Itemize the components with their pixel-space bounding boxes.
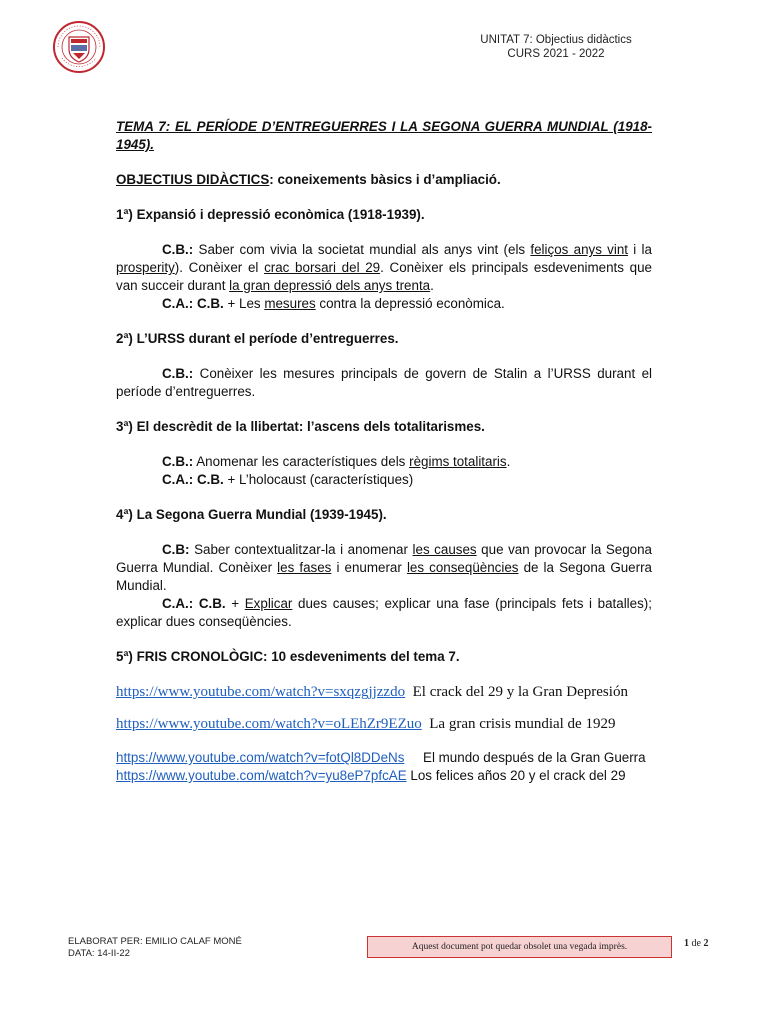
text: Saber com vivia la societat mundial als anys vint (els (193, 242, 531, 257)
section-4-cb (116, 541, 652, 595)
text: . (430, 278, 434, 293)
page-number (684, 938, 708, 949)
key-term: feliços anys vint (530, 242, 629, 257)
video-link[interactable]: https://www.youtube.com/watch?v=oLEhZr9EZuo (116, 716, 422, 732)
text: que van provocar la Segona Guerra Mundial. Conèixer (116, 542, 653, 575)
text: i la (628, 242, 652, 257)
author: ELABORAT PER: EMILIO CALAF MONÉ (68, 936, 242, 947)
key-term: mesures (264, 296, 316, 311)
objectives-label: OBJECTIUS DIDÀCTICS (116, 172, 270, 187)
video-link-row (116, 683, 652, 701)
text: contra la depressió econòmica. (315, 296, 505, 311)
video-link[interactable]: https://www.youtube.com/watch?v=yu8eP7pfcAE (116, 768, 407, 783)
text: Anomenar les característiques dels (193, 454, 410, 469)
text: dues causes; explicar una fase (principals fets i batalles); explicar dues conseqüències. (116, 596, 652, 629)
footer-author-block (68, 936, 242, 960)
video-link-row (116, 767, 652, 785)
section-2-cb (116, 365, 652, 401)
section-3-heading: 3ª) El descrèdit de la llibertat: l’ascens dels totalitarismes. (116, 419, 485, 434)
key-term: les fases (277, 560, 332, 575)
video-link-row (116, 749, 652, 767)
key-term: les causes (412, 542, 477, 557)
text: . Conèixer els principals esdeveniments que van succeir durant (116, 260, 652, 293)
section-1-heading: 1ª) Expansió i depressió econòmica (1918-1939). (116, 207, 425, 222)
video-link[interactable]: https://www.youtube.com/watch?v=fotQl8DDeNs (116, 750, 405, 765)
text: + (225, 596, 245, 611)
text: . (506, 454, 511, 469)
key-term: crac borsari del 29 (264, 260, 381, 275)
section-1-cb (116, 241, 652, 295)
cb-label: C.B.: (162, 366, 194, 381)
section-1-ca (116, 295, 652, 313)
cb-label: C.B.: (162, 454, 194, 469)
document-body (116, 118, 652, 785)
text: i enumerar (331, 560, 407, 575)
course-year: CURS 2021 - 2022 (507, 48, 605, 60)
ca-label: C.A.: C.B. (162, 296, 224, 311)
section-2-heading: 2ª) L’URSS durant el període d’entreguerres. (116, 331, 399, 346)
cb-label: C.B.: (162, 242, 194, 257)
ca-label: C.A.: C.B. (162, 596, 226, 611)
date: DATA: 14-II-22 (68, 948, 130, 959)
page-current: 1 (684, 938, 689, 949)
cb-label: C.B: (162, 542, 190, 557)
video-link-row (116, 715, 652, 733)
key-term: les conseqüències (406, 560, 519, 575)
text: Conèixer les mesures principals de govern de Stalin a l’URSS durant el període d’entreguerres. (116, 366, 652, 399)
obsolete-disclaimer: Aquest document pot quedar obsolet una vegada imprès. (367, 936, 672, 958)
video-description: El crack del 29 y la Gran Depresión (412, 684, 628, 700)
text: + Les (223, 296, 265, 311)
school-seal-logo (52, 20, 106, 74)
page-title: TEMA 7: EL PERÍODE D’ENTREGUERRES I LA SEGONA GUERRA MUNDIAL (1918-1945). (116, 119, 652, 152)
video-link[interactable]: https://www.youtube.com/watch?v=sxqzgjjzzdo (116, 684, 406, 700)
section-4-ca (116, 595, 652, 631)
text: + L’holocaust (característiques) (223, 472, 414, 487)
unit-title: UNITAT 7: Objectius didàctics (480, 34, 632, 46)
video-description: Los felices años 20 y el crack del 29 (410, 768, 626, 783)
page-separator: de (689, 938, 704, 949)
key-term: Explicar (244, 596, 293, 611)
text: de la Segona Guerra Mundial. (116, 560, 652, 593)
header-info (470, 33, 642, 61)
section-5-heading: 5ª) FRIS CRONOLÒGIC: 10 esdeveniments del tema 7. (116, 649, 460, 664)
text: ). Conèixer el (174, 260, 265, 275)
key-term: la gran depressió dels anys trenta (229, 278, 431, 293)
video-description: El mundo después de la Gran Guerra (423, 750, 646, 765)
key-term: règims totalitaris (409, 454, 507, 469)
section-3-ca (116, 471, 652, 489)
objectives-intro (116, 171, 652, 189)
page-total: 2 (703, 938, 709, 949)
objectives-rest: : coneixements bàsics i d’ampliació. (269, 172, 501, 187)
key-term: prosperity (116, 260, 175, 275)
section-3-cb (116, 453, 652, 471)
ca-label: C.A.: C.B. (162, 472, 224, 487)
text: Saber contextualitzar-la i anomenar (189, 542, 413, 557)
section-4-heading: 4ª) La Segona Guerra Mundial (1939-1945). (116, 507, 387, 522)
video-description: La gran crisis mundial de 1929 (429, 716, 616, 732)
